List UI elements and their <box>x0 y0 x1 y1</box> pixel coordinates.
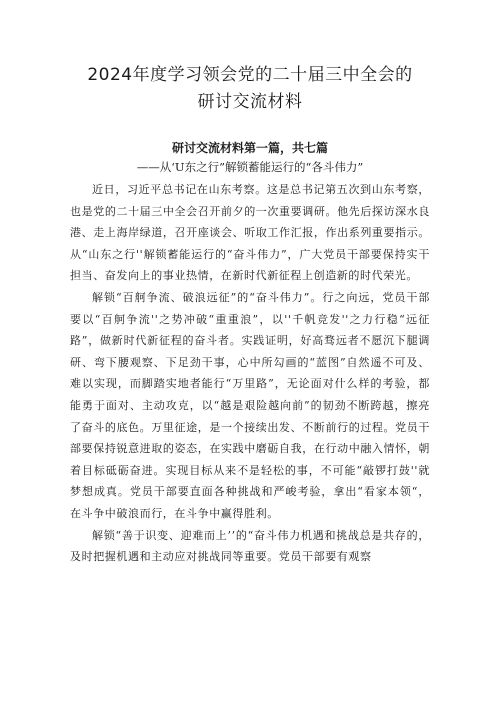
body-paragraph-3: 解锁“善于识变、迎难而上’’的“奋斗伟力机遇和挑战总是共存的，及时把握机遇和主动应对挑战同等重要。党员干部要有观察 <box>70 528 430 564</box>
section-subtitle: ——从‘U东之行”解锁蓄能运行的“各斗伟力” <box>136 160 364 174</box>
body-paragraph-1: 近日，习近平总书记在山东考察。这是总书记第五次到山东考察，也是党的二十届三中全会召开前夕的一次重要调研。他先后探访深水良港、走上海岸绿道，召开座谈会、听取工作汇报，作出系列重要指示。从“山东之行''解锁蓄能运行的“奋斗伟力”，广大党员干部要保持实干担当、奋发向上的事业热情，在新时代新征程上创造新的时代荣光。 <box>70 183 430 283</box>
document-title <box>70 62 430 116</box>
document-title-line-2: 研讨交流材料 <box>197 92 303 112</box>
section-heading: 研讨交流材料第一篇，共七篇 <box>171 141 328 155</box>
body-paragraph-2: 解锁“百舸争流、破浪远征”的“奋斗伟力”。行之向远，党员干部要以“百舸争流''之势冲破“重重浪”，以''千帆竞发''之力行稳“远征路”，做新时代新征程的奋斗者。实践证明，好高骛远者不愿沉下腿调研、弯下腰观察、下足劲干事，心中所勾画的“蓝图”自然遥不可及、难以实现，而脚踏实地者能行“万里路”，无论面对什么样的考验，都能勇于面对、主动攻克，以“越是艰险越向前”的韧劲不断跨越，擦亮了奋斗的底色。万里征途，是一个接续出发、不断前行的过程。党员干部要保持锐意进取的姿态，在实践中磨砺自我，在行动中融入情怀，朝着目标砥砺奋进。实现目标从来不是轻松的事，不可能“敲锣打鼓''就梦想成真。党员干部要直面各种挑战和严峻考验，拿出“看家本领“，在斗争中破浪而行，在斗争中赢得胜利。 <box>70 290 430 520</box>
document-title-line-1: 2024年度学习领会党的二十届三中全会的 <box>87 65 413 85</box>
